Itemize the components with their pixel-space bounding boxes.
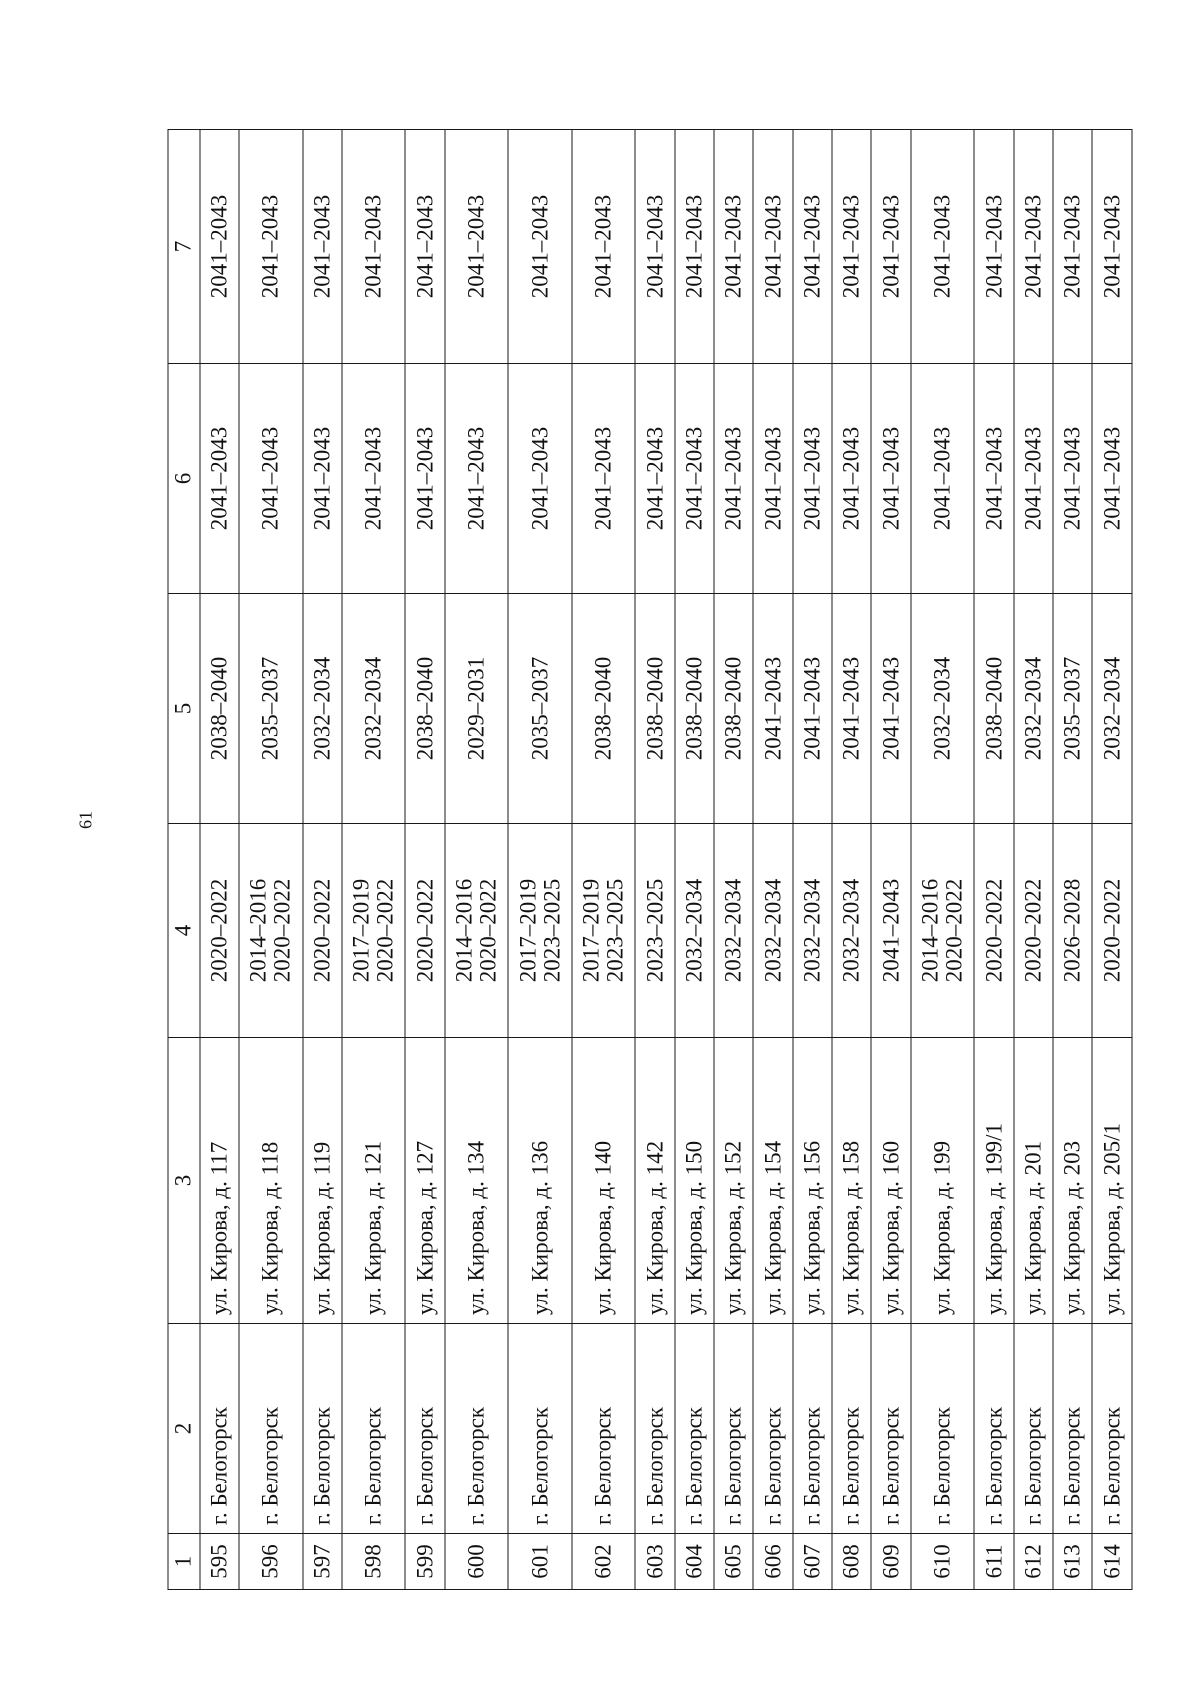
cell-col-2: г. Белогорск [1092, 1324, 1132, 1534]
table-row [911, 130, 975, 1590]
cell-col-2: г. Белогорск [974, 1324, 1013, 1534]
cell-col-5: 2035–2037 [1053, 594, 1092, 824]
cell-col-6: 2041–2043 [675, 364, 714, 594]
cell-col-1: 604 [675, 1534, 714, 1590]
cell-col-7: 2041–2043 [635, 130, 674, 364]
cell-col-6: 2041–2043 [200, 364, 239, 594]
cell-line: 2032–2034 [760, 878, 786, 983]
cell-col-5: 2032–2034 [303, 594, 342, 824]
cell-col-7: 2041–2043 [675, 130, 714, 364]
table-row [445, 130, 509, 1590]
cell-col-1: 601 [508, 1534, 572, 1590]
cell-line: 2020–2022 [1099, 878, 1125, 983]
cell-col-4 [753, 824, 792, 1038]
cell-col-1: 599 [405, 1534, 444, 1590]
cell-col-6: 2041–2043 [1092, 364, 1132, 594]
cell-line: 2020–2022 [941, 878, 967, 983]
header-cell: 2 [168, 1324, 200, 1534]
header-cell: 1 [168, 1534, 200, 1590]
cell-col-4 [832, 824, 871, 1038]
schedule-table [168, 129, 1133, 1590]
cell-col-7: 2041–2043 [974, 130, 1013, 364]
cell-col-6: 2041–2043 [405, 364, 444, 594]
cell-col-5: 2038–2040 [714, 594, 753, 824]
cell-col-6: 2041–2043 [1053, 364, 1092, 594]
cell-col-4 [675, 824, 714, 1038]
cell-col-4 [508, 824, 572, 1038]
cell-col-5: 2038–2040 [635, 594, 674, 824]
cell-col-6: 2041–2043 [239, 364, 303, 594]
cell-line: 2014–2016 [917, 878, 943, 983]
cell-col-7: 2041–2043 [911, 130, 975, 364]
cell-line: 2041–2043 [878, 878, 904, 983]
cell-col-2: г. Белогорск [911, 1324, 975, 1534]
cell-col-2: г. Белогорск [714, 1324, 753, 1534]
cell-col-5: 2041–2043 [793, 594, 832, 824]
cell-col-5: 2029–2031 [445, 594, 509, 824]
cell-col-2: г. Белогорск [675, 1324, 714, 1534]
cell-line: 2026–2028 [1059, 878, 1085, 983]
cell-col-3: ул. Кирова, д. 201 [1014, 1038, 1053, 1324]
cell-col-5: 2041–2043 [753, 594, 792, 824]
cell-col-4 [239, 824, 303, 1038]
cell-col-6: 2041–2043 [793, 364, 832, 594]
schedule-table-container [168, 130, 1133, 1590]
cell-col-5: 2035–2037 [239, 594, 303, 824]
cell-col-6: 2041–2043 [635, 364, 674, 594]
cell-col-7: 2041–2043 [1014, 130, 1053, 364]
table-row [714, 130, 753, 1590]
cell-col-3: ул. Кирова, д. 136 [508, 1038, 572, 1324]
cell-col-2: г. Белогорск [200, 1324, 239, 1534]
cell-col-7: 2041–2043 [1092, 130, 1132, 364]
cell-col-2: г. Белогорск [832, 1324, 871, 1534]
cell-col-1: 607 [793, 1534, 832, 1590]
table-row [508, 130, 572, 1590]
cell-line: 2020–2022 [1020, 878, 1046, 983]
cell-col-7: 2041–2043 [239, 130, 303, 364]
cell-col-1: 613 [1053, 1534, 1092, 1590]
cell-col-1: 602 [572, 1534, 636, 1590]
table-row [1053, 130, 1092, 1590]
cell-col-3: ул. Кирова, д. 140 [572, 1038, 636, 1324]
cell-col-7: 2041–2043 [508, 130, 572, 364]
cell-col-3: ул. Кирова, д. 203 [1053, 1038, 1092, 1324]
cell-col-5: 2038–2040 [675, 594, 714, 824]
cell-col-6: 2041–2043 [753, 364, 792, 594]
cell-col-4 [405, 824, 444, 1038]
cell-col-4 [342, 824, 406, 1038]
header-cell: 7 [168, 130, 200, 364]
cell-col-3: ул. Кирова, д. 118 [239, 1038, 303, 1324]
cell-col-5: 2038–2040 [405, 594, 444, 824]
cell-col-3: ул. Кирова, д. 160 [871, 1038, 910, 1324]
cell-col-1: 598 [342, 1534, 406, 1590]
cell-col-1: 600 [445, 1534, 509, 1590]
cell-line: 2032–2034 [838, 878, 864, 983]
cell-col-1: 603 [635, 1534, 674, 1590]
cell-col-1: 614 [1092, 1534, 1132, 1590]
cell-col-7: 2041–2043 [753, 130, 792, 364]
table-row [675, 130, 714, 1590]
cell-line: 2020–2022 [206, 878, 232, 983]
cell-line: 2014–2016 [245, 878, 271, 983]
cell-col-2: г. Белогорск [572, 1324, 636, 1534]
cell-col-6: 2041–2043 [572, 364, 636, 594]
cell-col-5: 2041–2043 [832, 594, 871, 824]
cell-col-2: г. Белогорск [508, 1324, 572, 1534]
cell-line: 2032–2034 [681, 878, 707, 983]
cell-col-6: 2041–2043 [1014, 364, 1053, 594]
table-row [239, 130, 303, 1590]
cell-col-4 [911, 824, 975, 1038]
cell-line: 2032–2034 [720, 878, 746, 983]
table-header-row [168, 130, 200, 1590]
cell-col-3: ул. Кирова, д. 142 [635, 1038, 674, 1324]
header-cell: 5 [168, 594, 200, 824]
cell-col-4 [793, 824, 832, 1038]
cell-col-2: г. Белогорск [793, 1324, 832, 1534]
cell-col-1: 611 [974, 1534, 1013, 1590]
cell-col-2: г. Белогорск [871, 1324, 910, 1534]
cell-col-2: г. Белогорск [635, 1324, 674, 1534]
cell-col-5: 2041–2043 [871, 594, 910, 824]
cell-col-7: 2041–2043 [445, 130, 509, 364]
cell-col-1: 606 [753, 1534, 792, 1590]
header-cell: 3 [168, 1038, 200, 1324]
cell-line: 2020–2022 [372, 878, 398, 983]
cell-col-4 [714, 824, 753, 1038]
table-row [572, 130, 636, 1590]
table-row [832, 130, 871, 1590]
cell-col-7: 2041–2043 [1053, 130, 1092, 364]
cell-col-1: 610 [911, 1534, 975, 1590]
cell-col-6: 2041–2043 [974, 364, 1013, 594]
cell-col-4 [572, 824, 636, 1038]
cell-col-4 [1053, 824, 1092, 1038]
table-body [168, 130, 1132, 1590]
cell-col-3: ул. Кирова, д. 156 [793, 1038, 832, 1324]
cell-col-7: 2041–2043 [572, 130, 636, 364]
page-number: 61 [75, 811, 96, 829]
table-row [342, 130, 406, 1590]
cell-col-5: 2035–2037 [508, 594, 572, 824]
cell-col-2: г. Белогорск [303, 1324, 342, 1534]
cell-col-7: 2041–2043 [714, 130, 753, 364]
cell-col-5: 2032–2034 [911, 594, 975, 824]
table-row [200, 130, 239, 1590]
table-row [871, 130, 910, 1590]
cell-col-1: 608 [832, 1534, 871, 1590]
cell-col-6: 2041–2043 [911, 364, 975, 594]
cell-col-3: ул. Кирова, д. 134 [445, 1038, 509, 1324]
cell-col-3: ул. Кирова, д. 154 [753, 1038, 792, 1324]
cell-col-6: 2041–2043 [303, 364, 342, 594]
cell-col-6: 2041–2043 [832, 364, 871, 594]
cell-col-4 [303, 824, 342, 1038]
cell-col-3: ул. Кирова, д. 158 [832, 1038, 871, 1324]
cell-col-1: 597 [303, 1534, 342, 1590]
cell-col-1: 595 [200, 1534, 239, 1590]
cell-col-4 [200, 824, 239, 1038]
cell-col-2: г. Белогорск [239, 1324, 303, 1534]
table-row [303, 130, 342, 1590]
cell-col-2: г. Белогорск [405, 1324, 444, 1534]
cell-col-4 [445, 824, 509, 1038]
cell-col-2: г. Белогорск [445, 1324, 509, 1534]
cell-line: 2023–2025 [539, 878, 565, 983]
cell-col-3: ул. Кирова, д. 119 [303, 1038, 342, 1324]
cell-col-5: 2038–2040 [572, 594, 636, 824]
cell-col-7: 2041–2043 [405, 130, 444, 364]
cell-col-3: ул. Кирова, д. 199/1 [974, 1038, 1013, 1324]
cell-col-5: 2032–2034 [1092, 594, 1132, 824]
cell-col-6: 2041–2043 [714, 364, 753, 594]
cell-line: 2023–2025 [602, 878, 628, 983]
cell-col-7: 2041–2043 [871, 130, 910, 364]
cell-col-7: 2041–2043 [200, 130, 239, 364]
cell-col-6: 2041–2043 [445, 364, 509, 594]
cell-col-2: г. Белогорск [342, 1324, 406, 1534]
cell-col-3: ул. Кирова, д. 121 [342, 1038, 406, 1324]
cell-col-3: ул. Кирова, д. 127 [405, 1038, 444, 1324]
cell-col-2: г. Белогорск [1014, 1324, 1053, 1534]
cell-col-4 [1092, 824, 1132, 1038]
cell-col-6: 2041–2043 [508, 364, 572, 594]
cell-col-7: 2041–2043 [832, 130, 871, 364]
cell-col-3: ул. Кирова, д. 117 [200, 1038, 239, 1324]
cell-line: 2017–2019 [515, 878, 541, 983]
cell-col-7: 2041–2043 [793, 130, 832, 364]
cell-line: 2023–2025 [642, 878, 667, 983]
cell-col-7: 2041–2043 [342, 130, 406, 364]
cell-col-7: 2041–2043 [303, 130, 342, 364]
header-cell: 6 [168, 364, 200, 594]
cell-line: 2032–2034 [799, 878, 825, 983]
table-row [1092, 130, 1132, 1590]
table-row [635, 130, 674, 1590]
cell-col-1: 596 [239, 1534, 303, 1590]
cell-col-4 [1014, 824, 1053, 1038]
table-row [974, 130, 1013, 1590]
cell-col-4 [635, 824, 674, 1038]
cell-line: 2020–2022 [981, 878, 1007, 983]
cell-col-3: ул. Кирова, д. 199 [911, 1038, 975, 1324]
cell-line: 2017–2019 [578, 878, 604, 983]
cell-col-1: 609 [871, 1534, 910, 1590]
table-row [793, 130, 832, 1590]
cell-col-6: 2041–2043 [342, 364, 406, 594]
cell-col-4 [871, 824, 910, 1038]
cell-line: 2020–2022 [309, 878, 335, 983]
cell-col-3: ул. Кирова, д. 150 [675, 1038, 714, 1324]
cell-col-4 [974, 824, 1013, 1038]
cell-col-6: 2041–2043 [871, 364, 910, 594]
cell-col-1: 605 [714, 1534, 753, 1590]
cell-col-2: г. Белогорск [753, 1324, 792, 1534]
header-cell: 4 [168, 824, 200, 1038]
cell-col-5: 2032–2034 [342, 594, 406, 824]
cell-col-5: 2038–2040 [200, 594, 239, 824]
cell-col-2: г. Белогорск [1053, 1324, 1092, 1534]
cell-line: 2014–2016 [451, 878, 477, 983]
table-row [405, 130, 444, 1590]
cell-col-3: ул. Кирова, д. 152 [714, 1038, 753, 1324]
cell-col-5: 2032–2034 [1014, 594, 1053, 824]
cell-line: 2020–2022 [412, 878, 438, 983]
cell-col-5: 2038–2040 [974, 594, 1013, 824]
cell-col-3: ул. Кирова, д. 205/1 [1092, 1038, 1132, 1324]
table-row [1014, 130, 1053, 1590]
cell-line: 2020–2022 [269, 878, 295, 983]
cell-line: 2020–2022 [475, 878, 501, 983]
cell-col-1: 612 [1014, 1534, 1053, 1590]
table-row [753, 130, 792, 1590]
cell-line: 2017–2019 [348, 878, 374, 983]
